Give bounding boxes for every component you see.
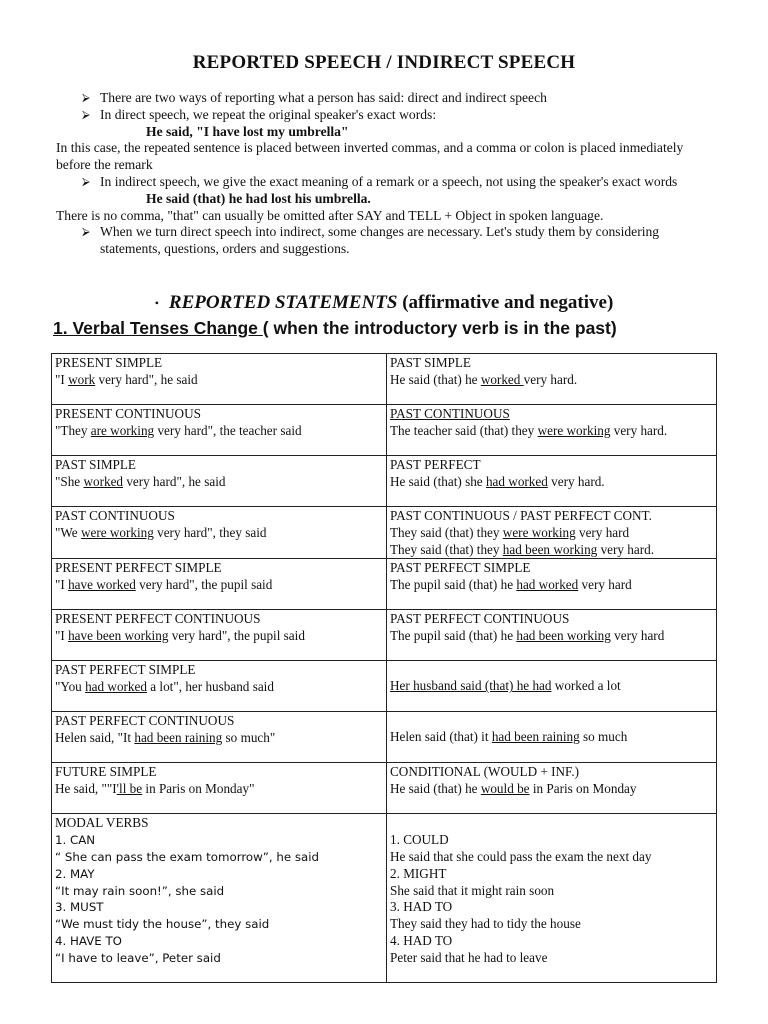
- indirect-speech-example: He said (that) he had lost his umbrella.: [146, 190, 371, 206]
- subsection-heading: 1. Verbal Tenses Change ( when the introductory verb is in the past): [53, 318, 617, 338]
- indirect-cell: CONDITIONAL (WOULD + INF.) He said (that) he would be in Paris on Monday: [387, 763, 717, 814]
- bullet-dot-icon: •: [154, 296, 159, 311]
- arrow-bullet-icon: ⮚: [82, 108, 90, 121]
- direct-speech-example: He said, "I have lost my umbrella": [146, 123, 349, 139]
- indirect-cell: 1. COULD He said that she could pass the exam the next day 2. MIGHT She said that it might rain soon 3. HAD TO They said they had to tidy the house 4. HAD TO Peter said that he had to leave: [387, 814, 717, 983]
- indirect-cell: PAST CONTINUOUS / PAST PERFECT CONT. They said (that) they were working very hard They said (that) they had been working very hard.: [387, 507, 717, 559]
- direct-cell: PRESENT PERFECT CONTINUOUS "I have been working very hard", the pupil said: [52, 610, 387, 661]
- indirect-cell: PAST CONTINUOUS The teacher said (that) they were working very hard.: [387, 405, 717, 456]
- table-row: [52, 814, 717, 983]
- direct-cell: FUTURE SIMPLE He said, ""I'll be in Paris on Monday": [52, 763, 387, 814]
- table-row: [52, 456, 717, 507]
- intro-bullet-1: ⮚ There are two ways of reporting what a person has said: direct and indirect speech: [82, 90, 547, 105]
- intro-paragraph-2: There is no comma, "that" can usually be omitted after SAY and TELL + Object in spoken language.: [56, 207, 604, 223]
- section-heading: • REPORTED STATEMENTS (affirmative and negative): [154, 292, 614, 313]
- intro-bullet-3: ⮚ In indirect speech, we give the exact meaning of a remark or a speech, not using the speaker's exact words: [82, 173, 678, 189]
- direct-cell: PAST CONTINUOUS "We were working very hard", they said: [52, 507, 387, 559]
- table-row: [52, 405, 717, 456]
- table-row: [52, 763, 717, 814]
- direct-cell: PAST PERFECT SIMPLE "You had worked a lot", her husband said: [52, 661, 387, 712]
- indirect-cell: Her husband said (that) he had worked a lot: [387, 661, 717, 712]
- indirect-cell: Helen said (that) it had been raining so much: [387, 712, 717, 763]
- intro-section: [56, 90, 716, 258]
- table-row: [52, 354, 717, 405]
- table-row: [52, 559, 717, 610]
- direct-cell: PAST SIMPLE "She worked very hard", he said: [52, 456, 387, 507]
- direct-cell: PAST PERFECT CONTINUOUS Helen said, "It had been raining so much": [52, 712, 387, 763]
- table-row: [52, 610, 717, 661]
- arrow-bullet-icon: ⮚: [82, 175, 90, 188]
- page-title: REPORTED SPEECH / INDIRECT SPEECH: [192, 52, 576, 73]
- indirect-cell: PAST PERFECT CONTINUOUS The pupil said (that) he had been working very hard: [387, 610, 717, 661]
- direct-cell: PRESENT PERFECT SIMPLE "I have worked very hard", the pupil said: [52, 559, 387, 610]
- arrow-bullet-icon: ⮚: [82, 92, 90, 104]
- table-row: [52, 661, 717, 712]
- indirect-cell: PAST PERFECT SIMPLE The pupil said (that) he had worked very hard: [387, 559, 717, 610]
- direct-cell: PRESENT SIMPLE "I work very hard", he said: [52, 354, 387, 405]
- intro-bullet-4: ⮚ When we turn direct speech into indirect, some changes are necessary. Let's study them by considering statements, questions, orders and suggestions.: [82, 224, 660, 257]
- table-row: [52, 507, 717, 559]
- direct-cell: PRESENT CONTINUOUS "They are working very hard", the teacher said: [52, 405, 387, 456]
- intro-paragraph-1: In this case, the repeated sentence is placed between inverted commas, and a comma or colon is placed inmediately before the remark: [56, 140, 684, 173]
- table-row: [52, 712, 717, 763]
- arrow-bullet-icon: ⮚: [82, 226, 90, 239]
- direct-cell: MODAL VERBS 1. CAN “ She can pass the exam tomorrow”, he said 2. MAY “It may rain soon!”, she said 3. MUST “We must tidy the house”, they said 4. HAVE TO “I have to leave”, Peter said: [52, 814, 387, 983]
- tense-change-table: [51, 353, 717, 983]
- indirect-cell: PAST PERFECT He said (that) she had worked very hard.: [387, 456, 717, 507]
- intro-bullet-2: ⮚ In direct speech, we repeat the original speaker's exact words:: [82, 106, 437, 122]
- indirect-cell: PAST SIMPLE He said (that) he worked very hard.: [387, 354, 717, 405]
